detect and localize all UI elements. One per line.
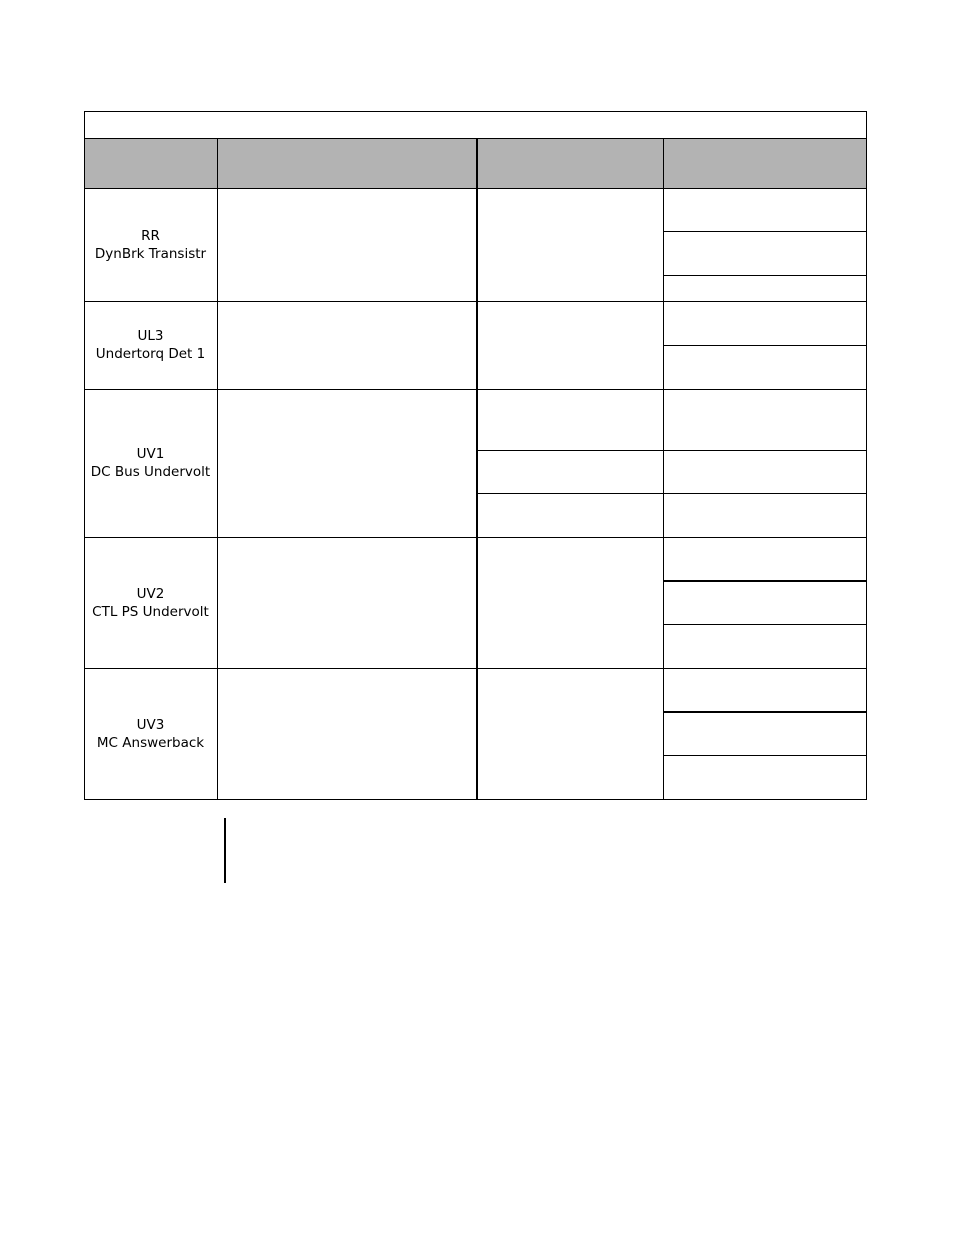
fault-code: UL3 [137,328,164,344]
table-rule [477,450,867,451]
revision-bar [224,818,226,883]
fault-code: UV3 [136,717,165,733]
table-rule [663,138,664,800]
fault-name: DC Bus Undervolt [90,464,211,480]
table-title-row [84,111,867,138]
table-rule [84,111,85,800]
table-rule [217,138,218,800]
table-rule [866,111,867,800]
table-rule [663,711,867,713]
table-row [84,389,217,537]
table-rule [477,493,867,494]
header-cell-2 [217,138,477,188]
header-cell-1 [84,138,217,188]
table-rule [663,580,867,582]
table-rule [663,231,867,232]
fault-code: UV1 [136,446,165,462]
table-rule [663,755,867,756]
fault-code: RR [141,227,160,244]
table-rule [84,111,867,112]
fault-name: CTL PS Undervolt [92,603,209,620]
fault-name: MC Answerback [96,735,205,751]
table-row [84,301,217,389]
table-row [84,537,217,668]
header-cell-3 [477,138,663,188]
table-rule [663,345,867,346]
fault-code: UV2 [136,585,165,602]
table-rule [663,624,867,625]
fault-table [84,111,867,800]
fault-name: DynBrk Transistr [94,245,207,262]
header-cell-4 [663,138,867,188]
table-row [84,188,217,301]
table-rule [476,138,478,800]
fault-name: Undertorq Det 1 [95,346,206,362]
table-row [84,668,217,800]
table-rule [663,275,867,276]
